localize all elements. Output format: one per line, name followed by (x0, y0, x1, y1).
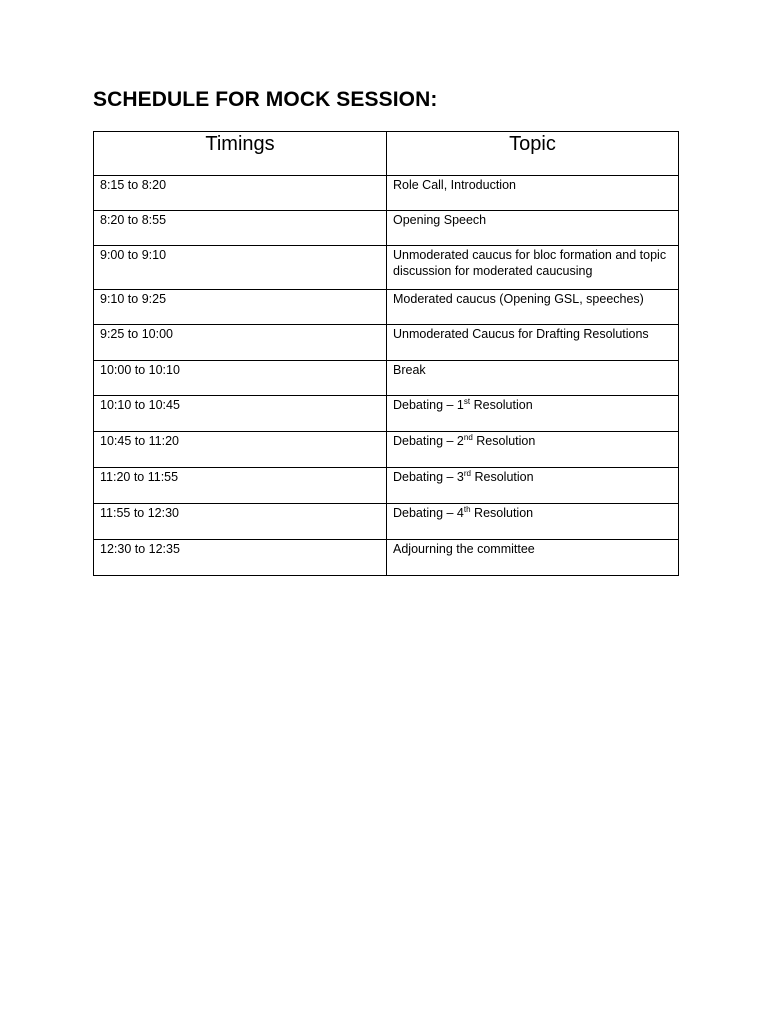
timing-cell: 9:25 to 10:00 (94, 325, 387, 361)
topic-cell (387, 432, 679, 468)
topic-text-after: Resolution (470, 506, 534, 520)
table-row (94, 361, 679, 396)
timing-cell: 12:30 to 12:35 (94, 540, 387, 576)
topic-text: Opening Speech (393, 213, 487, 227)
topic-cell (387, 176, 679, 211)
table-row (94, 540, 679, 576)
ordinal-suffix: th (463, 504, 471, 514)
table-row (94, 432, 679, 468)
table-row (94, 468, 679, 504)
column-header-topic: Topic (387, 132, 679, 176)
timing-cell: 10:10 to 10:45 (94, 396, 387, 432)
topic-text: Debating – 4 (393, 506, 464, 520)
timing-cell: 9:10 to 9:25 (94, 290, 387, 325)
topic-text: Adjourning the committee (393, 542, 535, 556)
timing-cell: 10:00 to 10:10 (94, 361, 387, 396)
topic-cell (387, 468, 679, 504)
topic-cell (387, 396, 679, 432)
timing-cell: 10:45 to 11:20 (94, 432, 387, 468)
topic-cell (387, 211, 679, 246)
table-row (94, 290, 679, 325)
timing-cell: 8:20 to 8:55 (94, 211, 387, 246)
topic-text: Debating – 1 (393, 398, 464, 412)
table-row (94, 325, 679, 361)
topic-text: Break (393, 363, 426, 377)
ordinal-suffix: st (463, 396, 471, 406)
topic-cell (387, 325, 679, 361)
timing-cell: 8:15 to 8:20 (94, 176, 387, 211)
topic-text: Role Call, Introduction (393, 178, 516, 192)
topic-text-after: Resolution (470, 398, 533, 412)
topic-cell (387, 540, 679, 576)
topic-text-after: Resolution (472, 434, 536, 448)
topic-cell (387, 246, 679, 290)
table-row (94, 396, 679, 432)
topic-text: Unmoderated caucus for bloc formation and topic discussion for moderated caucusing (393, 248, 667, 278)
topic-text: Unmoderated Caucus for Drafting Resolutions (393, 327, 649, 341)
table-header-row (94, 132, 679, 176)
table-row (94, 246, 679, 290)
schedule-table (93, 131, 679, 576)
topic-cell (387, 504, 679, 540)
topic-text: Debating – 3 (393, 470, 464, 484)
topic-text: Debating – 2 (393, 434, 464, 448)
ordinal-suffix: rd (463, 468, 472, 478)
topic-cell (387, 290, 679, 325)
document-title: SCHEDULE FOR MOCK SESSION: (93, 88, 438, 111)
ordinal-suffix: nd (463, 432, 473, 442)
timing-cell: 11:55 to 12:30 (94, 504, 387, 540)
column-header-timings: Timings (94, 132, 387, 176)
topic-cell (387, 361, 679, 396)
table-row (94, 211, 679, 246)
timing-cell: 11:20 to 11:55 (94, 468, 387, 504)
table-row (94, 504, 679, 540)
table-row (94, 176, 679, 211)
timing-cell: 9:00 to 9:10 (94, 246, 387, 290)
topic-text-after: Resolution (471, 470, 534, 484)
topic-text: Moderated caucus (Opening GSL, speeches) (393, 292, 644, 306)
